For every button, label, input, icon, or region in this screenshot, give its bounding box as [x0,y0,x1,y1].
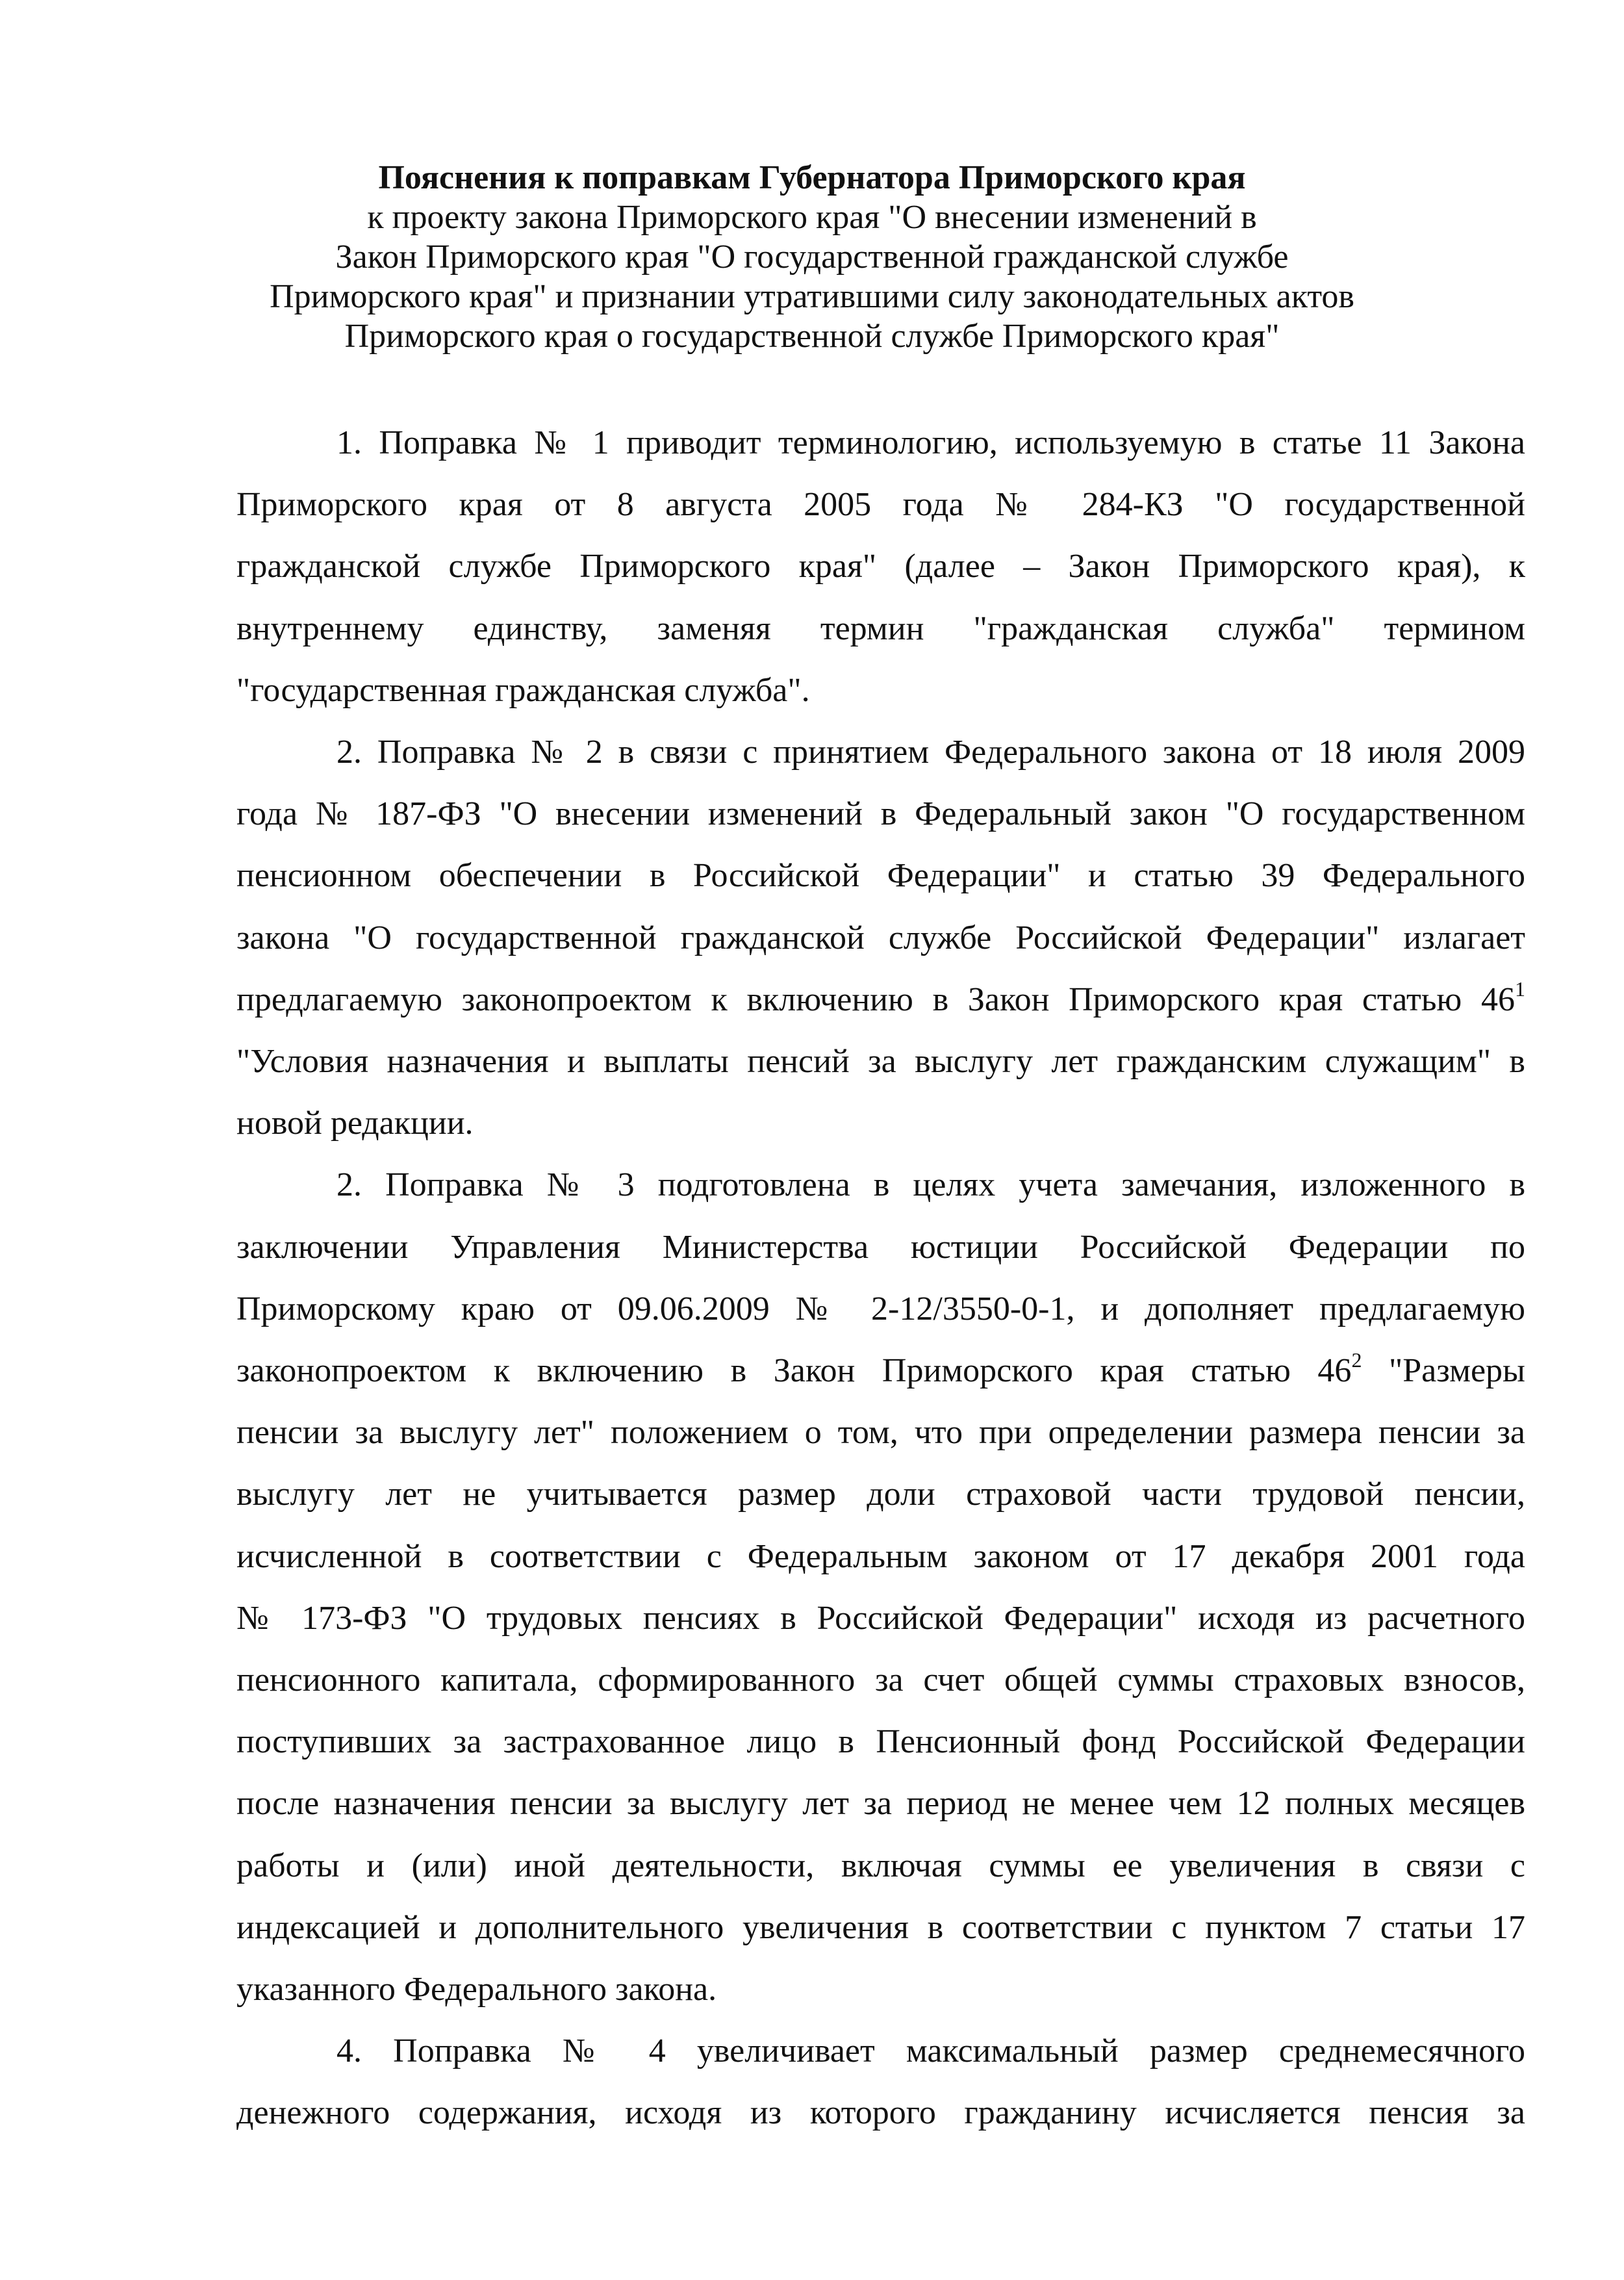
text-line: пенсии за выслугу лет" положением о том, что при определении размера пенсии за [236,1414,1525,1452]
text-line: "государственная гражданская служба". [236,671,810,709]
text-line: Приморскому краю от 09.06.2009 № 2-12/3550-0-1, и дополняет предлагаемую [236,1290,1525,1327]
paragraph-2 [236,721,1525,1154]
subtitle-line: к проекту закона Приморского края "О внесении изменений в [367,199,1257,236]
paragraph-3 [236,1154,1525,2020]
subtitle-line: Приморского края о государственной службе Приморского края" [344,318,1280,355]
text-line: 4. Поправка № 4 увеличивает максимальный размер среднемесячного [336,2032,1525,2070]
text-line: новой редакции. [236,1105,474,1142]
text-line: после назначения пенсии за выслугу лет за период не менее чем 12 полных месяцев [236,1785,1525,1823]
text-line [236,969,1525,1031]
text-line: года № 187-ФЗ "О внесении изменений в Федеральный закон "О государственном [236,795,1525,833]
text-line: 2. Поправка № 3 подготовлена в целях учета замечания, изложенного в [336,1166,1525,1204]
line-text: "Размеры [1362,1352,1525,1390]
subtitle-line: Приморского края" и признании утратившими силу законодательных актов [270,278,1354,315]
line-text: предлагаемую законопроектом к включению в Закон Приморского края статью 46 [236,980,1515,1018]
line-text: законопроектом к включению в Закон Приморского края статью 46 [236,1352,1352,1390]
text-line: внутреннему единству, заменяя термин "гражданская служба" термином [236,609,1525,647]
text-line: поступивших за застрахованное лицо в Пенсионный фонд Российской Федерации [236,1723,1525,1761]
subtitle-line: Закон Приморского края "О государственной гражданской службе [335,238,1289,275]
text-line: 2. Поправка № 2 в связи с принятием Федерального закона от 18 июля 2009 [336,734,1525,771]
text-line: денежного содержания, исходя из которого гражданину исчисляется пенсия за [236,2094,1525,2132]
text-line: выслугу лет не учитывается размер доли страховой части трудовой пенсии, [236,1476,1525,1513]
document-title-block [195,158,1429,356]
text-line: индексацией и дополнительного увеличения в соответствии с пунктом 7 статьи 17 [236,1908,1525,1946]
text-line: 1. Поправка № 1 приводит терминологию, используемую в статье 11 Закона [336,424,1525,461]
text-line: "Условия назначения и выплаты пенсий за выслугу лет гражданским служащим" в [236,1043,1525,1081]
article-superscript: 1 [1515,977,1525,1001]
paragraph-4 [236,2020,1525,2144]
text-line: работы и (или) иной деятельности, включая суммы ее увеличения в связи с [236,1847,1525,1884]
text-line: пенсионного капитала, сформированного за счет общей суммы страховых взносов, [236,1661,1525,1699]
text-line: Приморского края от 8 августа 2005 года № 284-КЗ "О государственной [236,486,1525,524]
text-line: указанного Федерального закона. [236,1971,717,2008]
document-heading: Пояснения к поправкам Губернатора Приморского края [378,159,1246,196]
text-line: заключении Управления Министерства юстиции Российской Федерации по [236,1228,1525,1266]
text-line: исчисленной в соответствии с Федеральным законом от 17 декабря 2001 года [236,1537,1525,1575]
article-superscript: 2 [1351,1348,1362,1372]
paragraph-1 [236,412,1525,721]
text-line: гражданской службе Приморского края" (далее – Закон Приморского края), к [236,548,1525,585]
document-body [236,412,1525,2144]
text-line: № 173-ФЗ "О трудовых пенсиях в Российской Федерации" исходя из расчетного [236,1599,1525,1637]
text-line: закона "О государственной гражданской службе Российской Федерации" излагает [236,919,1525,956]
text-line [236,1340,1525,1402]
text-line: пенсионном обеспечении в Российской Федерации" и статью 39 Федерального [236,857,1525,895]
